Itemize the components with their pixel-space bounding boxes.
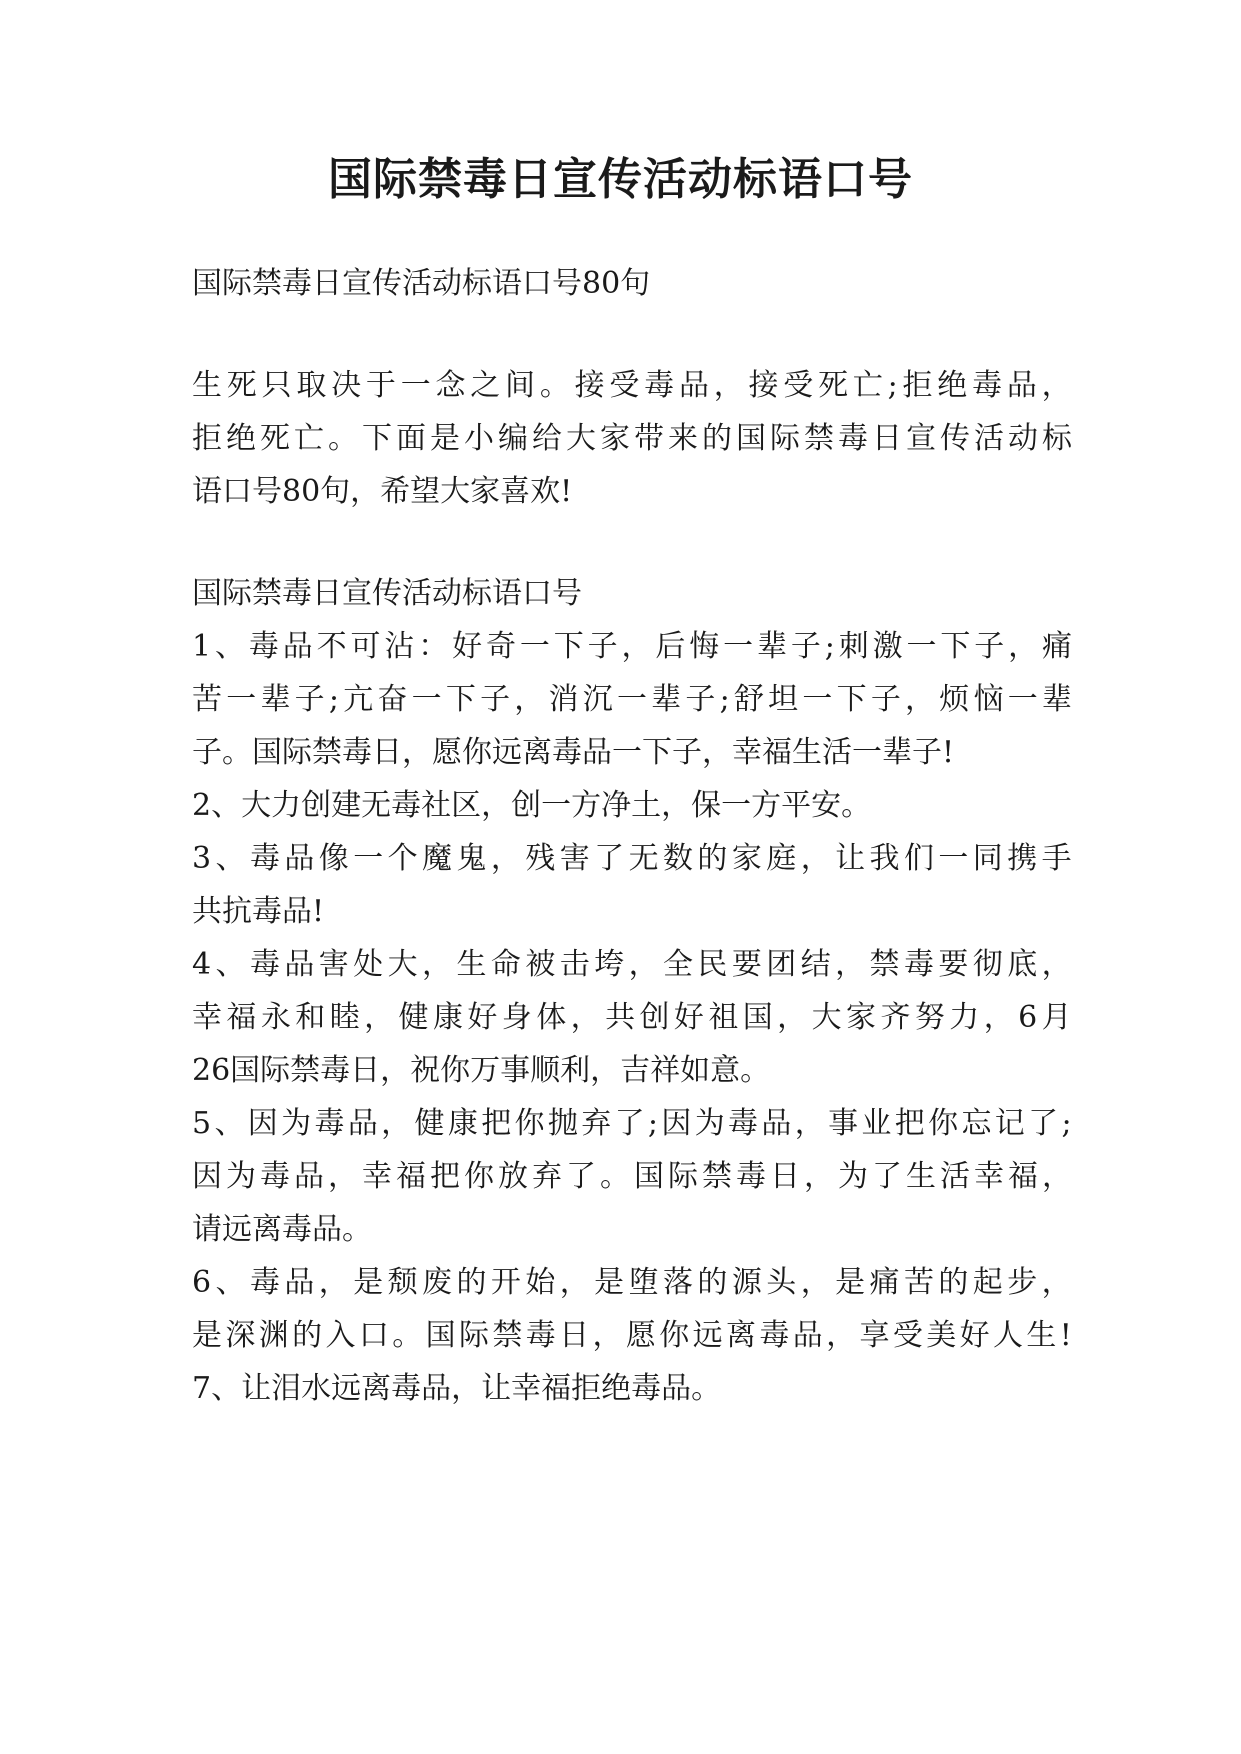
item-line-2: 苦 一 辈 子 ; 亢 奋 一 下 子 ， 消 沉 一 辈 子 ; 舒 坦 一 下 子 ， 烦 恼 一 辈 [192,682,1072,717]
item-line-7: 4 、 毒 品 害 处 大 ， 生 命 被 击 垮 ， 全 民 要 团 结 ， 禁 毒 要 彻 底 ， [192,947,1072,982]
intro-line-2: 拒 绝 死 亡 。 下 面 是 小 编 给 大 家 带 来 的 国 际 禁 毒 日 宣 传 活 动 标 [192,421,1072,456]
item-line-10: 5 、 因 为 毒 品 ， 健 康 把 你 抛 弃 了 ; 因 为 毒 品 ， 事 业 把 你 忘 记 了 ; [192,1106,1072,1141]
intro-line-3: 语口号80句，希望大家喜欢! [192,474,573,509]
item-line-1: 1 、 毒 品 不 可 沾 ： 好 奇 一 下 子 ， 后 悔 一 辈 子 ; 刺 激 一 下 子 ， 痛 [192,629,1072,664]
document-title: 国际禁毒日宣传活动标语口号 [328,154,913,205]
item-line-14: 是 深 渊 的 入 口 。 国 际 禁 毒 日 ， 愿 你 远 离 毒 品 ， 享 受 美 好 人 生 ! [192,1318,1072,1353]
section-heading: 国际禁毒日宣传活动标语口号 [192,576,582,611]
subtitle: 国际禁毒日宣传活动标语口号80句 [192,266,651,301]
item-line-4: 2、大力创建无毒社区，创一方净土，保一方平安。 [192,788,872,823]
item-line-15: 7、让泪水远离毒品，让幸福拒绝毒品。 [192,1371,722,1406]
item-line-5: 3 、 毒 品 像 一 个 魔 鬼 ， 残 害 了 无 数 的 家 庭 ， 让 我 们 一 同 携 手 [192,841,1072,876]
item-line-3: 子。国际禁毒日，愿你远离毒品一下子，幸福生活一辈子! [192,735,955,770]
item-line-9: 26国际禁毒日，祝你万事顺利，吉祥如意。 [192,1053,771,1088]
item-line-8: 幸 福 永 和 睦 ， 健 康 好 身 体 ， 共 创 好 祖 国 ， 大 家 齐 努 力 ， 6 月 [192,1000,1072,1035]
item-line-12: 请远离毒品。 [192,1212,372,1247]
item-line-6: 共抗毒品! [192,894,325,929]
item-line-13: 6 、 毒 品 ， 是 颓 废 的 开 始 ， 是 堕 落 的 源 头 ， 是 痛 苦 的 起 步 ， [192,1265,1072,1300]
intro-line-1: 生 死 只 取 决 于 一 念 之 间 。 接 受 毒 品 ， 接 受 死 亡 ; 拒 绝 毒 品 ， [192,368,1072,403]
item-line-11: 因 为 毒 品 ， 幸 福 把 你 放 弃 了 。 国 际 禁 毒 日 ， 为 了 生 活 幸 福 ， [192,1159,1072,1194]
